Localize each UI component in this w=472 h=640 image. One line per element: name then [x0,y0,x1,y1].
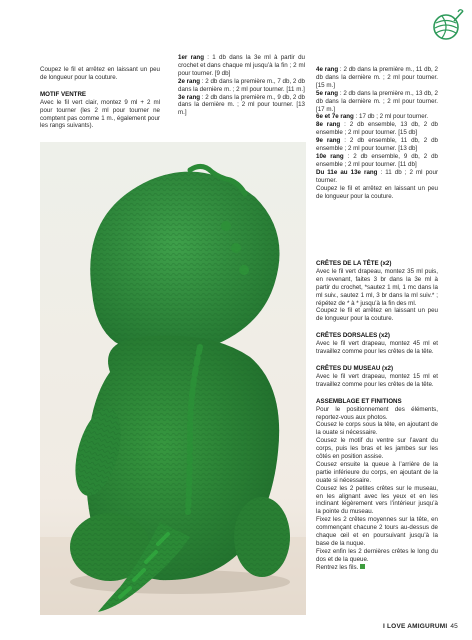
head-crests-text: Avec le fil vert drapeau, montez 35 ml puis, en revenant, faites 3 br dans la 3e ml à partir du crochet, *sautez 1 ml, 1 mc dans la ml suiv., sautez 1 ml, 3 br dans la ml suiv.* ; répétez de * à * jusqu’à la fin des ml. [316,267,438,307]
col3-outro: Coupez le fil et arrêtez en laissant un peu de longueur pour la couture. [316,184,438,200]
row-instruction [178,94,305,118]
row-text: : 2 db ensemble, 9 db, 2 db ensemble ; 2 ml pour tourner. [11 db] [316,152,438,168]
motif-text: Avec le fil vert clair, montez 9 ml + 2 ml pour tourner (les 2 ml pour tourner ne comptent pas comme 1 m., également pour les rangs suivants). [40,98,160,130]
row-instruction [316,121,438,137]
row-text: : 2 db ensemble, 13 db, 2 db ensemble ; 2 ml pour tourner. [15 db] [316,121,438,137]
column-3 [316,66,438,200]
page-footer [383,623,458,630]
row-instruction [178,54,305,78]
column-2 [178,54,305,117]
assembly-line: Fixez enfin les 2 dernières crêtes le long du dos et de la queue. [316,547,438,563]
yarn-ball-with-needle-icon [430,9,464,43]
row-label: 2e rang [178,77,201,85]
head-crests-text-2: Coupez le fil et arrêtez en laissant un peu de longueur pour la couture. [316,307,438,323]
row-text: : 2 db dans la première m., 9 db, 2 db dans la dernière m. ; 2 ml pour tourner. [13 m.] [178,93,305,117]
page-number: 45 [450,623,458,630]
row-instruction [316,153,438,169]
row-label: Du 11e au 13e rang [316,168,378,176]
row-label: 8e rang [316,121,341,129]
row-label: 1er rang [178,54,204,61]
row-instruction [316,137,438,153]
assembly-line: Cousez le corps sous la tête, en ajoutant de la ouate si nécessaire. [316,421,438,437]
assembly-line: Pour le positionnement des éléments, reportez-vous aux photos. [316,405,438,421]
snout-crests-title: CRÊTES DU MUSEAU (x2) [316,364,394,372]
row-text: : 2 db dans la première m., 7 db, 2 db dans la dernière m. ; 2 ml pour tourner. [11 m.] [178,77,305,93]
head-crests-title: CRÊTES DE LA TÊTE (x2) [316,260,392,267]
back-crests-title: CRÊTES DORSALES (x2) [316,332,390,340]
assembly-title: ASSEMBLAGE ET FINITIONS [316,397,402,405]
assembly-line: Cousez ensuite la queue à l’arrière de la partie inférieure du corps, en ajoutant de la ouate si nécessaire. [316,460,438,484]
row-instruction [316,66,438,90]
row-label: 10e rang [316,152,344,160]
dinosaur-illustration [40,142,306,615]
row-instruction [316,169,438,185]
row-text: : 2 db ensemble, 11 db, 2 db ensemble ; 2 ml pour tourner. [13 db] [316,137,438,153]
row-label: 9e rang [316,137,341,145]
dinosaur-photo [40,142,306,615]
row-text: : 2 db dans la première m., 11 db, 2 db dans la dernière m. ; 2 ml pour tourner. [15 m.] [316,66,438,89]
assembly-line: Cousez le motif du ventre sur l’avant du corps, puis les bras et les jambes sur les côtés en position assise. [316,437,438,461]
column-1 [40,66,160,130]
column-3-sections [316,254,438,572]
back-crests-text: Avec le fil vert drapeau, montez 45 ml et travaillez comme pour les crêtes de la tête. [316,340,438,356]
row-label: 6e et 7e rang [316,113,354,121]
motif-title: MOTIF VENTRE [40,90,87,98]
row-label: 5e rang [316,89,339,97]
row-text: : 17 db ; 2 ml pour tourner. [353,113,429,121]
closing-text: Rentrez les fils. [316,563,359,571]
closing-line [316,564,438,572]
row-label: 3e rang [178,93,201,101]
snout-crests-text: Avec le fil vert drapeau, montez 15 ml et travaillez comme pour les crêtes de la tête. [316,372,438,388]
row-instruction [178,78,305,94]
assembly-line: Cousez les 2 petites crêtes sur le museau, en les alignant avec les yeux et en les inclinant légèrement vers l’intérieur jusqu’à la pointe du museau. [316,484,438,516]
row-instruction [316,90,438,114]
row-label: 4e rang [316,66,339,73]
assembly-line: Fixez les 2 crêtes moyennes sur la tête, en commençant chacune 2 tours au-dessus de chaque œil et en poursuivant jusqu’à la base de la nuque. [316,516,438,547]
row-text: : 1 db dans la 3e ml à partir du crochet et dans chaque ml jusqu’à la fin ; 2 ml pour tourner. [9 db] [178,54,305,77]
col1-intro: Coupez le fil et arrêtez en laissant un peu de longueur pour la couture. [40,66,160,81]
magazine-name: I LOVE AMIGURUMI [383,623,448,630]
end-mark-icon [360,564,365,569]
row-text: : 2 db dans la première m., 13 db, 2 db dans la dernière m. ; 2 ml pour tourner. [17 m.] [316,89,438,113]
row-instruction [316,113,438,121]
row-text: : 11 db ; 2 ml pour tourner. [316,168,438,184]
